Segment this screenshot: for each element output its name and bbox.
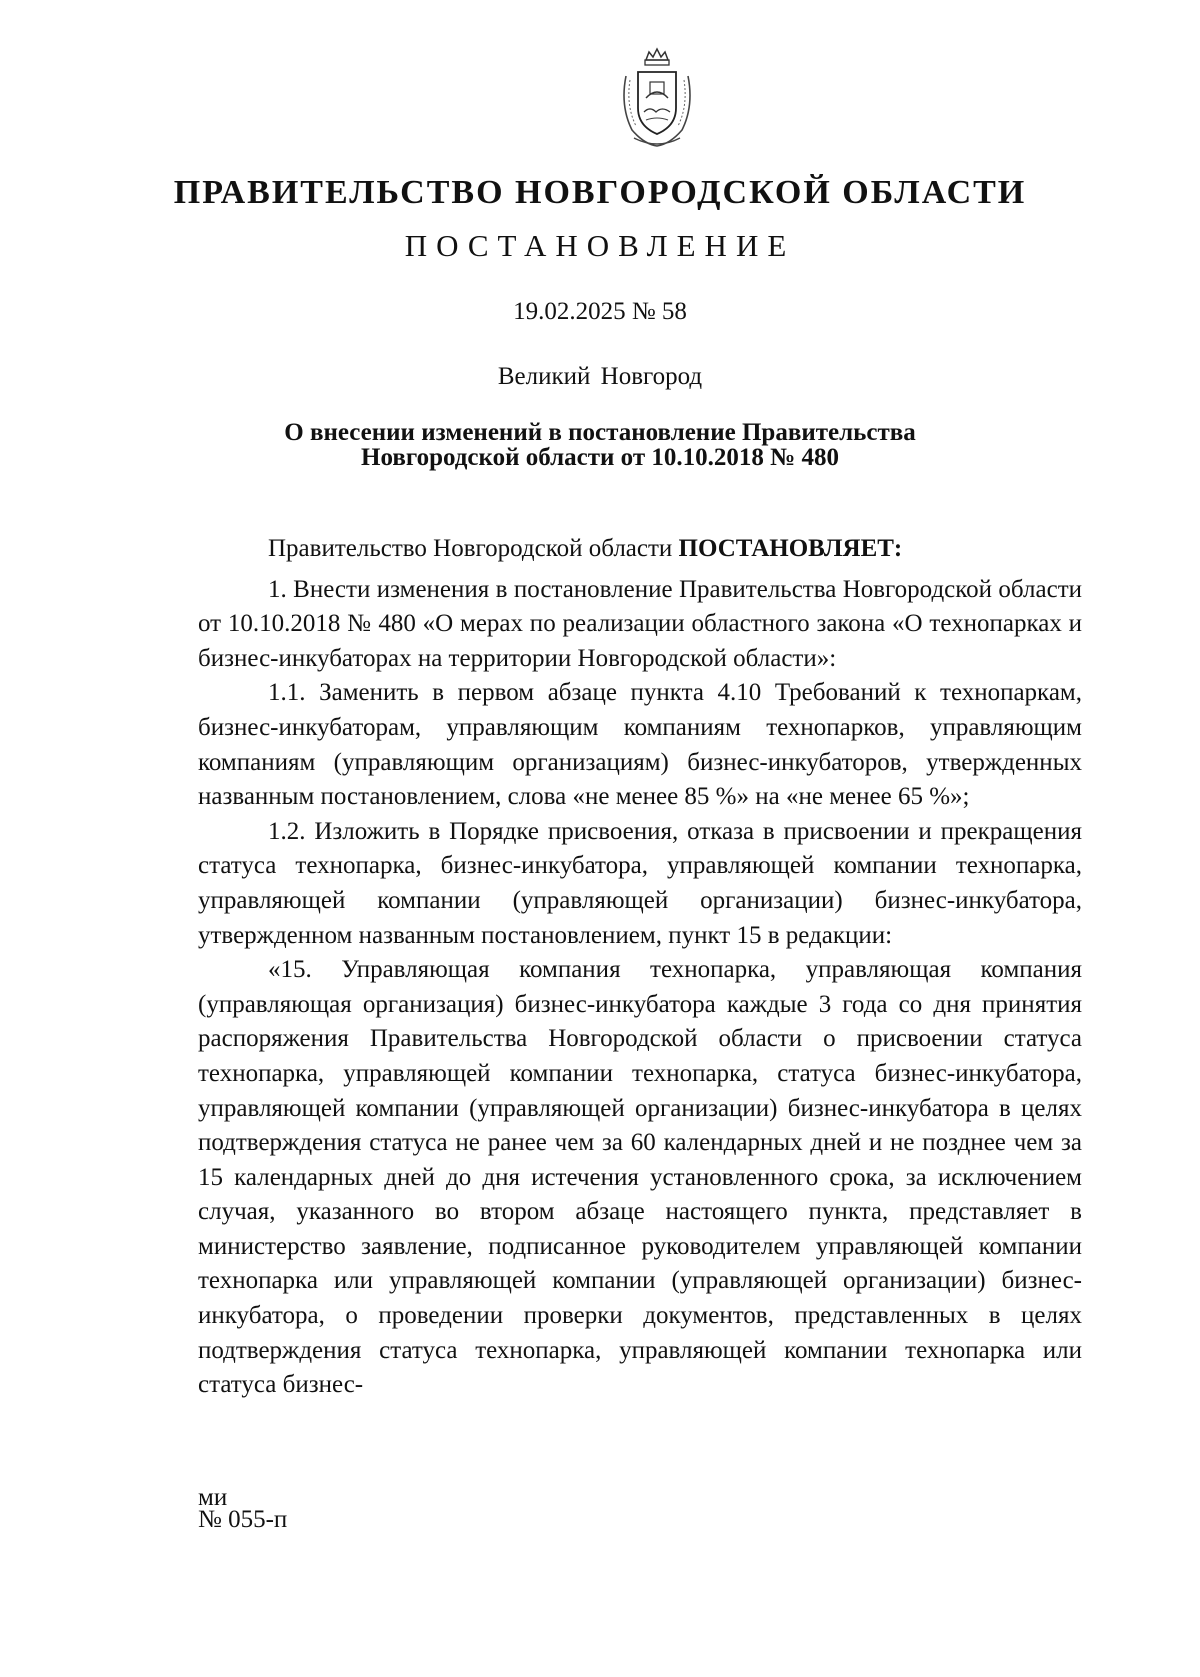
document-footer [198,1484,288,1533]
registration-number: № 055-п [198,1506,288,1533]
document-city: Великий Новгород [497,363,703,390]
executor-initials: ми [198,1484,228,1511]
document-date-number: 19.02.2025 № 58 [513,298,687,325]
paragraph-1-1: 1.1. Заменить в первом абзаце пункта 4.10 Требований к технопаркам, бизнес-инкубаторам, управляющим компаниям технопарков, управляющим компаниям (управляющим организациям) бизнес-инкубаторов, утвержденных названным постановлением, слова «не менее 85 %» на «не менее 65 %»; [198,679,1082,811]
resolution-lead [198,532,1082,567]
subject-line-1: О внесении изменений в постановление Правительства [284,419,916,446]
document-type: ПОСТАНОВЛЕНИЕ [404,228,796,263]
paragraph-1-2: 1.2. Изложить в Порядке присвоения, отказа в присвоении и прекращения статуса технопарка, бизнес-инкубатора, управляющей компании технопарка, управляющей компании (управляющей организации) бизнес-инкубатора, утвержденном названным постановлением, пункт 15 в редакции: [198,817,1082,949]
paragraph-15: «15. Управляющая компания технопарка, управляющая компания (управляющая организация) бизнес-инкубатора каждые 3 года со дня принятия распоряжения Правительства Новгородской области о присвоении статуса технопарка, управляющей компании технопарка, статуса бизнес-инкубатора, управляющей компании (управляющей организации) бизнес-инкубатора в целях подтверждения статуса не ранее чем за 60 календарных дней и не позднее чем за 15 календарных дней до дня истечения установленного срока, за исключением случая, указанного во втором абзаце настоящего пункта, представляет в министерство заявление, подписанное руководителем управляющей компании технопарка или управляющей компании (управляющей организации) бизнес-инкубатора, о проведении проверки документов, представленных в целях подтверждения статуса технопарка, управляющей компании технопарка или статуса бизнес- [198,956,1082,1399]
organization-title: ПРАВИТЕЛЬСТВО НОВГОРОДСКОЙ ОБЛАСТИ [173,174,1027,211]
document-body [198,532,1082,1403]
novgorod-coat-of-arms-icon [616,46,698,150]
subject-line-2: Новгородской области от 10.10.2018 № 480 [361,444,839,471]
document-subject [0,420,1200,470]
lead-caps: ПОСТАНОВЛЯЕТ: [678,535,903,562]
paragraph-1: 1. Внести изменения в постановление Правительства Новгородской области от 10.10.2018 № 480 «О мерах по реализации областного закона «О технопарках и бизнес-инкубаторах на территории Новгородской области»: [198,575,1082,672]
lead-text: Правительство Новгородской области [268,535,679,562]
